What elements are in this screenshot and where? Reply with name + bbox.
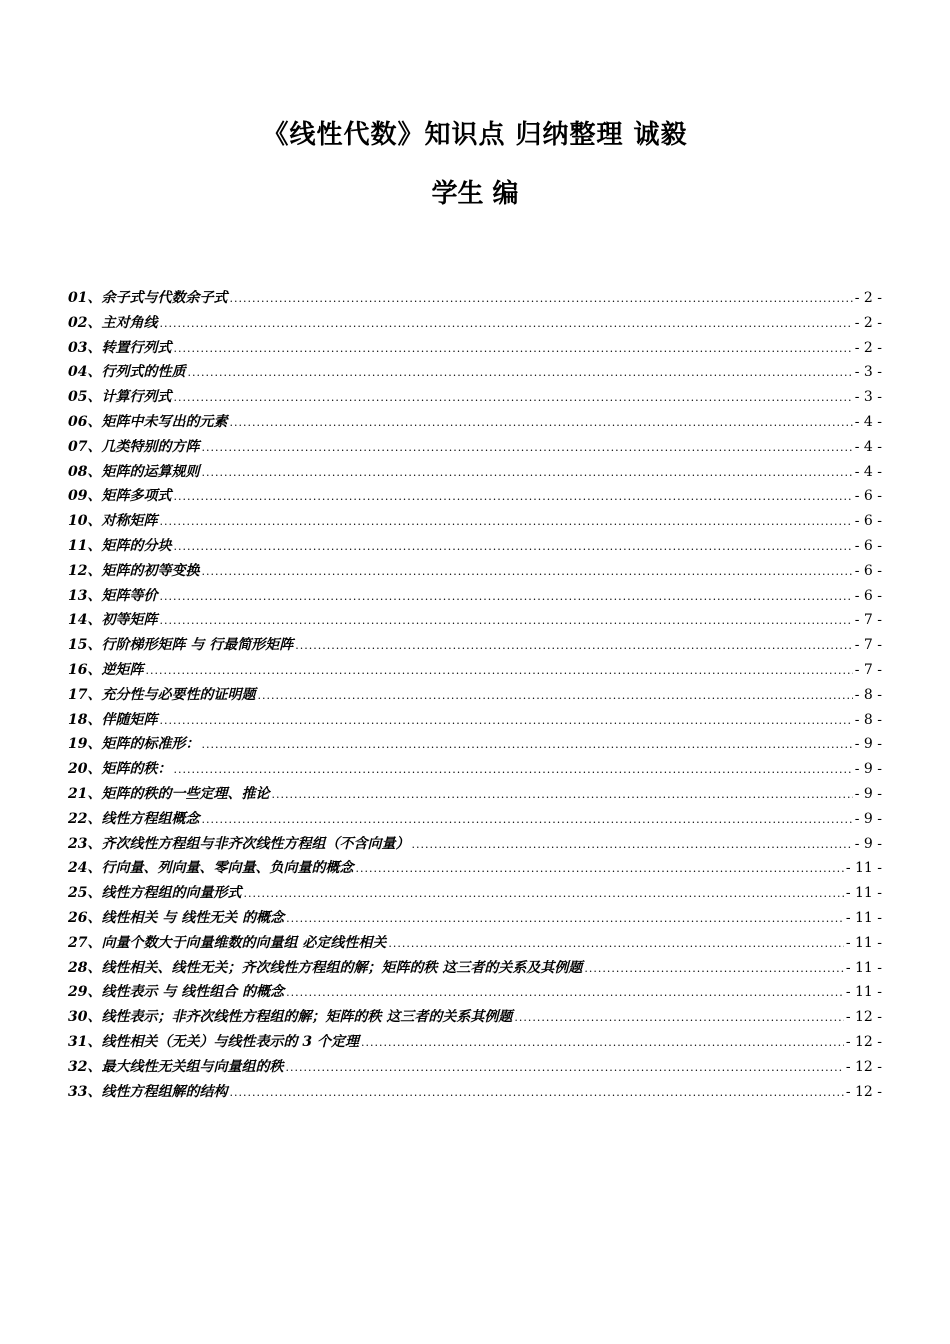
- toc-entry-number: 18: [68, 711, 88, 728]
- toc-entry-label: [68, 559, 199, 584]
- toc-entry[interactable]: [68, 286, 882, 311]
- table-of-contents: [68, 286, 882, 1104]
- toc-entry-label: [68, 658, 143, 683]
- toc-entry[interactable]: [68, 1030, 882, 1055]
- toc-entry-separator: 、: [87, 661, 102, 678]
- toc-entry-separator: 、: [87, 736, 102, 753]
- toc-dot-leader: [173, 386, 852, 411]
- toc-entry[interactable]: [68, 559, 882, 584]
- toc-entry-separator: 、: [87, 364, 102, 381]
- toc-entry-separator: 、: [87, 537, 102, 554]
- toc-entry-label: [68, 336, 171, 361]
- toc-entry-separator: 、: [87, 711, 102, 728]
- toc-dot-leader: [243, 882, 843, 907]
- toc-entry-separator: 、: [87, 1058, 102, 1075]
- toc-entry-page: - 2 -: [854, 314, 882, 331]
- toc-entry-text: 矩阵的运算规则: [101, 463, 200, 480]
- toc-entry-separator: 、: [87, 835, 102, 852]
- toc-entry-text: 矩阵的秩：: [101, 761, 172, 778]
- toc-entry-text: 计算行列式: [101, 389, 172, 406]
- toc-entry-label: [68, 584, 157, 609]
- toc-entry-label: [68, 435, 199, 460]
- toc-entry-page: - 12 -: [845, 1009, 882, 1026]
- toc-entry-separator: 、: [87, 1083, 102, 1100]
- toc-dot-leader: [201, 808, 852, 833]
- toc-entry-number: 23: [68, 835, 88, 852]
- toc-entry-text: 主对角线: [101, 314, 158, 331]
- toc-entry-label: [68, 311, 157, 336]
- toc-entry-label: [68, 1080, 227, 1105]
- toc-entry-separator: 、: [87, 785, 102, 802]
- toc-dot-leader: [295, 634, 852, 659]
- toc-entry-separator: 、: [87, 686, 102, 703]
- toc-entry-page: - 11 -: [845, 860, 882, 877]
- toc-dot-leader: [229, 1081, 843, 1106]
- toc-entry-page: - 6 -: [854, 587, 882, 604]
- toc-entry-page: - 7 -: [854, 661, 882, 678]
- toc-entry-number: 03: [68, 339, 88, 356]
- toc-entry-separator: 、: [87, 637, 102, 654]
- toc-entry-separator: 、: [87, 909, 102, 926]
- toc-entry-number: 29: [68, 984, 88, 1001]
- toc-entry-separator: 、: [87, 1033, 102, 1050]
- toc-entry[interactable]: [68, 856, 882, 881]
- toc-entry-number: 22: [68, 810, 88, 827]
- toc-entry-separator: 、: [87, 463, 102, 480]
- toc-entry-text: 线性表示；非齐次线性方程组的解；矩阵的秩 这三者的关系其例题: [101, 1009, 513, 1026]
- toc-entry-page: - 9 -: [854, 810, 882, 827]
- toc-entry-page: - 6 -: [854, 488, 882, 505]
- toc-entry-label: [68, 980, 284, 1005]
- toc-entry-separator: 、: [87, 488, 102, 505]
- toc-entry-label: [68, 856, 353, 881]
- toc-entry-label: [68, 633, 293, 658]
- toc-entry[interactable]: [68, 832, 882, 857]
- toc-dot-leader: [285, 1056, 843, 1081]
- toc-entry-label: [68, 732, 199, 757]
- toc-dot-leader: [286, 981, 844, 1006]
- toc-entry[interactable]: [68, 980, 882, 1005]
- toc-entry[interactable]: [68, 956, 882, 981]
- toc-dot-leader: [584, 957, 843, 982]
- toc-entry-label: [68, 683, 255, 708]
- toc-entry-page: - 9 -: [854, 785, 882, 802]
- toc-entry-text: 余子式与代数余子式: [101, 290, 228, 306]
- toc-entry-number: 09: [68, 488, 88, 505]
- toc-entry-text: 矩阵的分块: [101, 537, 172, 554]
- toc-entry-page: - 7 -: [854, 637, 882, 654]
- toc-dot-leader: [514, 1006, 843, 1031]
- toc-entry-page: - 12 -: [845, 1058, 882, 1075]
- toc-dot-leader: [187, 361, 852, 386]
- toc-entry-page: - 7 -: [854, 612, 882, 629]
- toc-entry-page: - 11 -: [845, 959, 882, 976]
- toc-entry-text: 线性方程组解的结构: [101, 1083, 228, 1100]
- toc-entry-label: [68, 1055, 283, 1080]
- toc-entry-number: 20: [68, 761, 88, 778]
- toc-entry-page: - 11 -: [845, 984, 882, 1001]
- toc-dot-leader: [173, 758, 852, 783]
- toc-dot-leader: [173, 337, 852, 362]
- toc-entry-label: [68, 906, 284, 931]
- toc-entry-number: 12: [68, 562, 88, 579]
- toc-entry[interactable]: [68, 608, 882, 633]
- toc-entry-label: [68, 757, 171, 782]
- toc-entry-number: 01: [68, 290, 88, 306]
- toc-entry-page: - 11 -: [845, 885, 882, 902]
- toc-entry-number: 10: [68, 513, 88, 530]
- toc-entry-text: 齐次线性方程组与非齐次线性方程组（不含向量）: [101, 835, 410, 852]
- toc-entry-number: 27: [68, 934, 88, 951]
- toc-entry-text: 线性方程组概念: [101, 810, 200, 827]
- toc-entry-number: 24: [68, 860, 88, 877]
- toc-entry[interactable]: [68, 385, 882, 410]
- toc-entry-label: [68, 410, 227, 435]
- toc-entry[interactable]: [68, 683, 882, 708]
- toc-entry-label: [68, 460, 199, 485]
- toc-entry-text: 行向量、列向量、零向量、负向量的概念: [101, 860, 354, 877]
- toc-entry[interactable]: [68, 435, 882, 460]
- toc-entry-number: 05: [68, 389, 88, 406]
- toc-entry[interactable]: [68, 757, 882, 782]
- toc-entry-page: - 11 -: [845, 909, 882, 926]
- toc-entry-page: - 6 -: [854, 537, 882, 554]
- toc-entry-separator: 、: [87, 413, 102, 430]
- toc-entry-number: 33: [68, 1083, 88, 1100]
- document-subtitle: 学生 编: [431, 179, 519, 209]
- toc-entry-separator: 、: [87, 314, 102, 331]
- toc-entry[interactable]: [68, 881, 882, 906]
- toc-entry-text: 矩阵多项式: [101, 488, 172, 505]
- toc-entry-label: [68, 807, 199, 832]
- document-title: 《线性代数》知识点 归纳整理 诚毅: [262, 120, 688, 150]
- toc-entry-page: - 2 -: [854, 339, 882, 356]
- toc-entry-number: 26: [68, 909, 88, 926]
- toc-dot-leader: [229, 411, 852, 436]
- toc-dot-leader: [201, 560, 852, 585]
- toc-dot-leader: [411, 833, 852, 858]
- toc-entry-label: [68, 286, 227, 311]
- toc-entry-number: 06: [68, 413, 88, 430]
- toc-entry-label: [68, 608, 157, 633]
- toc-entry[interactable]: [68, 534, 882, 559]
- toc-entry[interactable]: [68, 782, 882, 807]
- toc-entry-separator: 、: [87, 587, 102, 604]
- toc-entry[interactable]: [68, 584, 882, 609]
- toc-entry[interactable]: [68, 460, 882, 485]
- toc-entry-page: - 3 -: [854, 389, 882, 406]
- toc-entry[interactable]: [68, 1055, 882, 1080]
- toc-entry-number: 08: [68, 463, 88, 480]
- toc-dot-leader: [201, 436, 852, 461]
- toc-entry-separator: 、: [87, 513, 102, 530]
- toc-dot-leader: [388, 932, 843, 957]
- toc-entry-text: 充分性与必要性的证明题: [101, 686, 256, 703]
- toc-entry-separator: 、: [87, 339, 102, 356]
- toc-entry-page: - 6 -: [854, 562, 882, 579]
- toc-entry-label: [68, 509, 157, 534]
- toc-entry-number: 28: [68, 959, 88, 976]
- toc-entry-page: - 12 -: [845, 1033, 882, 1050]
- toc-entry-number: 30: [68, 1009, 88, 1026]
- toc-entry-separator: 、: [87, 562, 102, 579]
- toc-entry[interactable]: [68, 484, 882, 509]
- toc-entry-number: 02: [68, 314, 88, 331]
- toc-entry-text: 线性相关 与 线性无关 的概念: [101, 909, 285, 926]
- toc-dot-leader: [201, 461, 852, 486]
- toc-entry[interactable]: [68, 410, 882, 435]
- toc-entry-text: 几类特别的方阵: [101, 438, 200, 455]
- toc-entry-text: 行阶梯形矩阵 与 行最简形矩阵: [101, 637, 294, 654]
- toc-entry-text: 转置行列式: [101, 339, 172, 356]
- toc-entry-separator: 、: [87, 612, 102, 629]
- toc-entry-text: 线性相关（无关）与线性表示的 3 个定理: [101, 1033, 359, 1050]
- toc-entry-number: 31: [68, 1033, 88, 1050]
- toc-entry-separator: 、: [87, 984, 102, 1001]
- toc-entry-separator: 、: [87, 389, 102, 406]
- toc-entry-label: [68, 484, 171, 509]
- toc-dot-leader: [355, 857, 843, 882]
- toc-entry[interactable]: [68, 658, 882, 683]
- toc-entry-text: 行列式的性质: [101, 364, 186, 381]
- toc-entry-text: 线性方程组的向量形式: [101, 885, 242, 902]
- toc-entry-number: 14: [68, 612, 88, 629]
- toc-entry-page: - 9 -: [854, 736, 882, 753]
- toc-dot-leader: [229, 287, 852, 312]
- toc-entry-page: - 3 -: [854, 364, 882, 381]
- toc-entry[interactable]: [68, 906, 882, 931]
- toc-dot-leader: [159, 585, 852, 610]
- toc-entry[interactable]: [68, 1005, 882, 1030]
- toc-entry-label: [68, 385, 171, 410]
- toc-entry-page: - 11 -: [845, 934, 882, 951]
- toc-entry-page: - 6 -: [854, 513, 882, 530]
- toc-entry-number: 17: [68, 686, 88, 703]
- toc-entry-text: 向量个数大于向量维数的向量组 必定线性相关: [101, 934, 387, 951]
- toc-entry-number: 21: [68, 785, 88, 802]
- toc-entry-page: - 2 -: [854, 290, 882, 306]
- toc-entry-number: 25: [68, 885, 88, 902]
- toc-entry[interactable]: [68, 360, 882, 385]
- toc-dot-leader: [257, 684, 852, 709]
- toc-entry-text: 线性相关、线性无关；齐次线性方程组的解；矩阵的秩 这三者的关系及其例题: [101, 959, 583, 976]
- toc-entry-label: [68, 1005, 512, 1030]
- toc-entry-label: [68, 881, 241, 906]
- toc-entry[interactable]: [68, 509, 882, 534]
- toc-entry[interactable]: [68, 931, 882, 956]
- toc-entry-page: - 4 -: [854, 413, 882, 430]
- toc-dot-leader: [286, 907, 844, 932]
- toc-entry-page: - 9 -: [854, 761, 882, 778]
- toc-entry-text: 矩阵的秩的一些定理、推论: [101, 785, 270, 802]
- toc-entry-separator: 、: [87, 1009, 102, 1026]
- toc-dot-leader: [361, 1031, 844, 1056]
- toc-entry[interactable]: [68, 336, 882, 361]
- toc-entry-number: 13: [68, 587, 88, 604]
- toc-entry-text: 伴随矩阵: [101, 711, 158, 728]
- toc-entry-page: - 9 -: [854, 835, 882, 852]
- toc-entry-text: 最大线性无关组与向量组的秩: [101, 1058, 284, 1075]
- toc-dot-leader: [159, 709, 852, 734]
- toc-entry-number: 15: [68, 637, 88, 654]
- toc-entry-text: 初等矩阵: [101, 612, 158, 629]
- toc-entry-label: [68, 832, 409, 857]
- toc-entry-label: [68, 956, 582, 981]
- toc-entry-number: 19: [68, 736, 88, 753]
- toc-dot-leader: [145, 659, 852, 684]
- toc-entry-separator: 、: [87, 959, 102, 976]
- toc-dot-leader: [271, 783, 852, 808]
- toc-entry-label: [68, 360, 185, 385]
- toc-entry-separator: 、: [87, 290, 102, 306]
- toc-dot-leader: [159, 312, 852, 337]
- toc-entry-separator: 、: [87, 934, 102, 951]
- toc-entry-text: 对称矩阵: [101, 513, 158, 530]
- toc-dot-leader: [159, 510, 852, 535]
- toc-dot-leader: [201, 733, 852, 758]
- toc-entry[interactable]: [68, 807, 882, 832]
- toc-entry-label: [68, 534, 171, 559]
- toc-entry[interactable]: [68, 311, 882, 336]
- toc-entry-page: - 8 -: [854, 711, 882, 728]
- toc-entry-text: 线性表示 与 线性组合 的概念: [101, 984, 285, 1001]
- toc-dot-leader: [173, 535, 852, 560]
- toc-entry-text: 逆矩阵: [101, 661, 144, 678]
- toc-entry-separator: 、: [87, 860, 102, 877]
- toc-entry-page: - 12 -: [845, 1083, 882, 1100]
- toc-entry-number: 07: [68, 438, 88, 455]
- toc-entry-number: 11: [68, 537, 88, 554]
- toc-entry-label: [68, 708, 157, 733]
- toc-entry-label: [68, 782, 269, 807]
- toc-entry[interactable]: [68, 1080, 882, 1105]
- toc-dot-leader: [159, 609, 852, 634]
- toc-entry-text: 矩阵的初等变换: [101, 562, 200, 579]
- toc-entry-number: 16: [68, 661, 88, 678]
- toc-entry-text: 矩阵中未写出的元素: [101, 413, 228, 430]
- toc-entry-number: 04: [68, 364, 88, 381]
- toc-entry-text: 矩阵等价: [101, 587, 158, 604]
- toc-entry-separator: 、: [87, 761, 102, 778]
- toc-entry-page: - 4 -: [854, 463, 882, 480]
- toc-entry-separator: 、: [87, 885, 102, 902]
- toc-entry-separator: 、: [87, 438, 102, 455]
- toc-dot-leader: [173, 485, 852, 510]
- toc-entry-separator: 、: [87, 810, 102, 827]
- toc-entry[interactable]: [68, 732, 882, 757]
- toc-entry-page: - 4 -: [854, 438, 882, 455]
- toc-entry[interactable]: [68, 633, 882, 658]
- toc-entry[interactable]: [68, 708, 882, 733]
- toc-entry-label: [68, 931, 386, 956]
- toc-entry-text: 矩阵的标准形：: [101, 736, 200, 753]
- toc-entry-number: 32: [68, 1058, 88, 1075]
- toc-entry-label: [68, 1030, 359, 1055]
- toc-entry-page: - 8 -: [854, 686, 882, 703]
